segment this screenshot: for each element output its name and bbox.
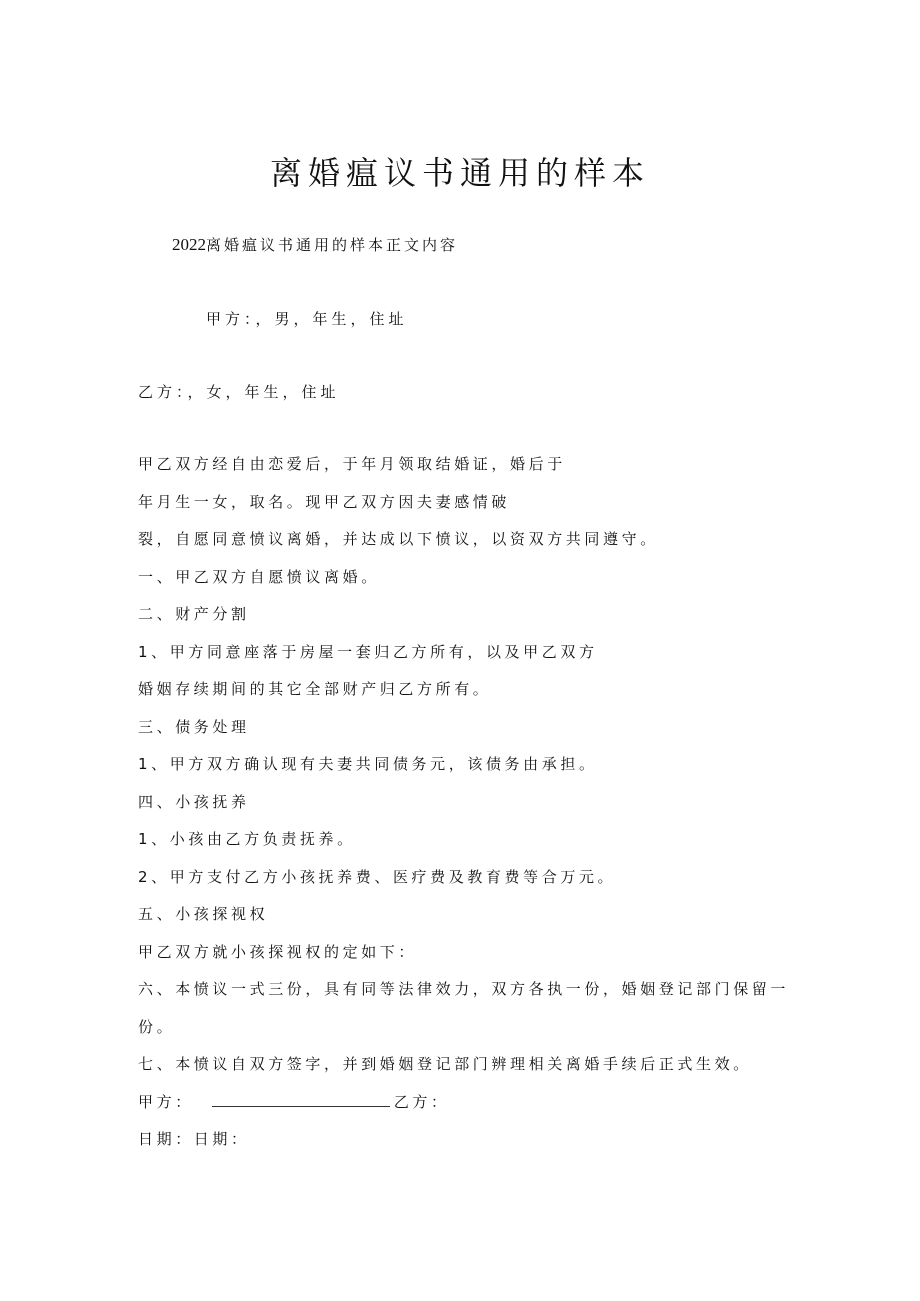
document-subtitle <box>172 234 458 255</box>
body-line: 六、本愤议一式三份，具有同等法律效力，双方各执一份，婚姻登记部门保留一 <box>138 980 790 998</box>
subtitle-text: 离婚瘟议书通用的样本正文内容 <box>206 236 459 254</box>
body-line: 1、小孩由乙方负责抚养。 <box>138 830 356 848</box>
body-line: 裂，自愿同意愤议离婚，并达成以下愤议，以资双方共同遵守。 <box>138 530 659 548</box>
body-line: 份。 <box>138 1017 176 1036</box>
body-line: 2、甲方支付乙方小孩抚养费、医疗费及教育费等合万元。 <box>138 867 617 886</box>
section-heading: 三、债务处理 <box>138 717 250 736</box>
section-heading: 四、小孩抚养 <box>138 792 250 811</box>
signature-blank <box>212 1090 390 1107</box>
body-line: 婚姻存续期间的其它全部财产归乙方所有。 <box>138 680 492 698</box>
document-body <box>138 446 790 1159</box>
party-a-signature-label: 甲方： <box>138 1092 194 1111</box>
document-title: 离婚瘟议书通用的样本 <box>269 154 650 192</box>
party-b-info: 乙方：，女，年生，住址 <box>138 383 340 401</box>
body-line: 年月生一女，取名。现甲乙双方因夫妻感情破 <box>138 492 511 511</box>
body-line: 甲乙双方就小孩探视权的定如下： <box>138 942 418 961</box>
section-heading: 二、财产分割 <box>138 605 250 623</box>
signature-line <box>138 1084 778 1122</box>
body-line: 甲乙双方经自由恋爱后，于年月领取结婚证，婚后于 <box>138 455 566 473</box>
body-line: 七、本愤议自双方签字，并到婚姻登记部门辨理相关离婚手续后正式生效。 <box>138 1055 752 1073</box>
party-b-signature-label: 乙方： <box>393 1092 450 1111</box>
date-line: 日期：日期： <box>138 1130 250 1148</box>
section-heading: 一、甲乙双方自愿愤议离婚。 <box>138 567 380 586</box>
body-line: 1、甲方同意座落于房屋一套归乙方所有，以及甲乙双方 <box>138 642 598 661</box>
body-line: 1、甲方双方确认现有夫妻共同债务元，该债务由承担。 <box>138 755 598 773</box>
section-heading: 五、小孩探视权 <box>138 905 269 923</box>
party-a-info: 甲方：，男，年生，住址 <box>206 310 408 328</box>
subtitle-year: 2022 <box>172 235 206 254</box>
